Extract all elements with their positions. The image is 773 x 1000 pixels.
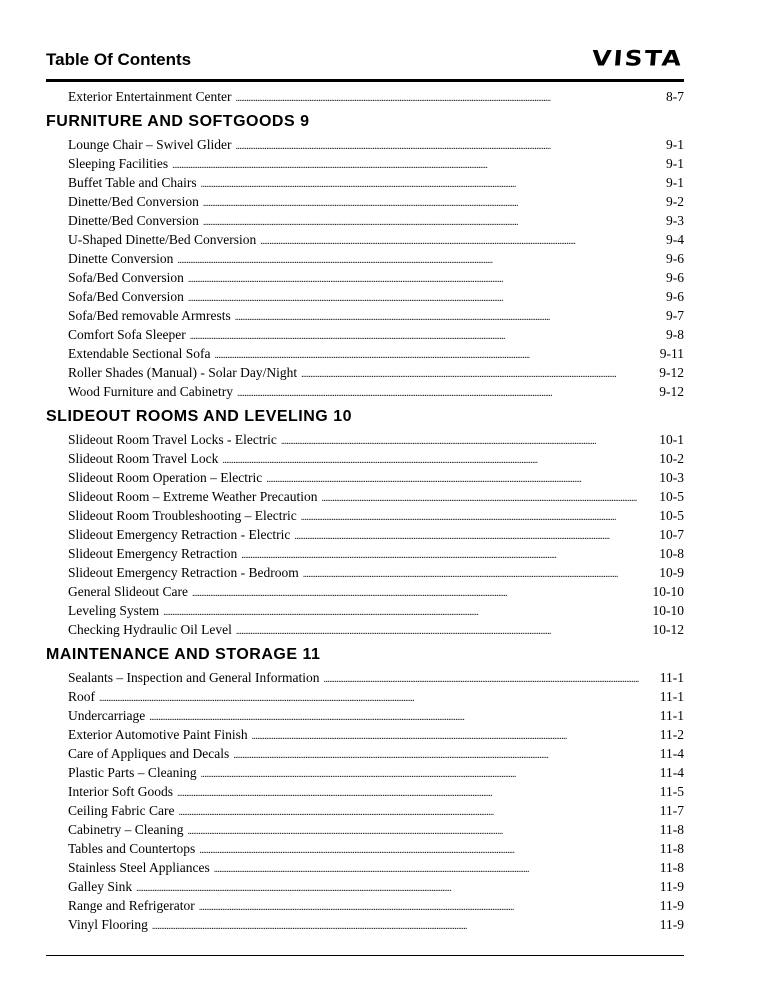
toc-entry-page: 10-10 (652, 584, 684, 599)
toc-entry-title: Dinette/Bed Conversion (68, 213, 199, 228)
toc-entry[interactable] (68, 582, 684, 601)
page-title: Table Of Contents (46, 50, 192, 69)
toc-entry-page: 9-12 (659, 384, 684, 399)
toc-entry[interactable] (68, 601, 684, 620)
toc-entry[interactable] (68, 706, 684, 725)
toc-entry-page: 10-9 (659, 565, 684, 580)
dot-leader (199, 841, 657, 860)
dot-leader (301, 365, 657, 384)
section-heading: MAINTENANCE AND STORAGE 11 (46, 646, 321, 663)
toc-entry-title: Sealants – Inspection and General Information (68, 670, 320, 685)
toc-entry-title: Lounge Chair – Swivel Glider (68, 137, 232, 152)
dot-leader (187, 822, 657, 841)
dot-leader (260, 232, 664, 251)
toc-entry[interactable] (68, 525, 684, 544)
toc-entry[interactable] (68, 192, 684, 211)
toc-entry-page: 11-8 (659, 860, 684, 875)
dot-leader (236, 622, 651, 641)
toc-entry[interactable] (68, 268, 684, 287)
toc-entry-page: 10-8 (659, 546, 684, 561)
toc-entry-page: 11-4 (659, 746, 684, 761)
toc-entry-title: Sofa/Bed Conversion (68, 289, 184, 304)
toc-entry-title: Vinyl Flooring (68, 917, 148, 932)
dot-leader (192, 584, 651, 603)
toc-section (46, 404, 684, 639)
toc-entry[interactable] (68, 154, 684, 173)
toc-entry[interactable] (68, 344, 684, 363)
toc-entry-title: Roof (68, 689, 95, 704)
dot-leader (163, 603, 650, 622)
dot-leader (177, 251, 664, 270)
toc-entry-page: 9-12 (659, 365, 684, 380)
toc-entry-title: Checking Hydraulic Oil Level (68, 622, 232, 637)
toc-entry[interactable] (68, 801, 684, 820)
toc-entry[interactable] (68, 896, 684, 915)
toc-entry[interactable] (68, 744, 684, 763)
toc-entry-page: 10-7 (659, 527, 684, 542)
table-of-contents (46, 87, 684, 934)
toc-entry-page: 11-7 (659, 803, 684, 818)
dot-leader (294, 527, 657, 546)
toc-entry-title: Wood Furniture and Cabinetry (68, 384, 234, 399)
toc-entry-title: Dinette/Bed Conversion (68, 194, 199, 209)
toc-entry[interactable] (68, 287, 684, 306)
toc-entry[interactable] (68, 173, 684, 192)
toc-entry[interactable] (68, 839, 684, 858)
toc-entry-title: Slideout Room Travel Locks - Electric (68, 432, 277, 447)
dot-leader (301, 508, 658, 527)
toc-entry-title: Care of Appliques and Decals (68, 746, 230, 761)
toc-entry-page: 10-2 (659, 451, 684, 466)
toc-entry-page: 11-1 (659, 708, 684, 723)
toc-entry[interactable] (68, 782, 684, 801)
dot-leader (214, 860, 658, 879)
toc-entry[interactable] (68, 382, 684, 401)
toc-entry-page: 10-5 (659, 489, 684, 504)
dot-leader (233, 746, 658, 765)
toc-entry[interactable] (68, 687, 684, 706)
toc-entry-title: Exterior Automotive Paint Finish (68, 727, 248, 742)
dot-leader (235, 137, 664, 156)
dot-leader (281, 432, 657, 451)
toc-entry[interactable] (68, 87, 684, 106)
toc-entry[interactable] (68, 668, 684, 687)
toc-entry-page: 11-1 (659, 689, 684, 704)
toc-entry-page: 10-12 (652, 622, 684, 637)
toc-entry-title: General Slideout Care (68, 584, 188, 599)
toc-entry-title: Stainless Steel Appliances (68, 860, 210, 875)
toc-entry-title: Galley Sink (68, 879, 133, 894)
dot-leader (188, 270, 664, 289)
dot-leader (235, 308, 664, 327)
toc-entry-page: 11-9 (659, 898, 684, 913)
toc-entry-page: 11-8 (659, 822, 684, 837)
toc-entry-title: Range and Refrigerator (68, 898, 195, 913)
toc-entry-page: 11-5 (659, 784, 684, 799)
dot-leader (136, 879, 658, 898)
toc-entry-title: Sofa/Bed Conversion (68, 270, 184, 285)
toc-section (46, 642, 684, 934)
toc-entry[interactable] (68, 487, 684, 506)
toc-entry-page: 9-8 (666, 327, 684, 342)
toc-entry-page: 11-9 (659, 879, 684, 894)
dot-leader (203, 194, 664, 213)
toc-entry-page: 9-6 (666, 251, 684, 266)
dot-leader (177, 784, 658, 803)
toc-entry-title: Leveling System (68, 603, 160, 618)
dot-leader (203, 213, 664, 232)
toc-section (46, 109, 684, 401)
toc-entry-title: Undercarriage (68, 708, 146, 723)
toc-entry-title: Interior Soft Goods (68, 784, 173, 799)
toc-entry[interactable] (68, 325, 684, 344)
toc-entry-page: 8-7 (666, 89, 684, 104)
toc-entry-title: Ceiling Fabric Care (68, 803, 175, 818)
toc-entry-page: 11-2 (659, 727, 684, 742)
toc-entry-page: 9-6 (666, 270, 684, 285)
dot-leader (303, 565, 658, 584)
toc-entry[interactable] (68, 449, 684, 468)
dot-leader (222, 451, 657, 470)
toc-entry-title: Tables and Countertops (68, 841, 196, 856)
section-heading: SLIDEOUT ROOMS AND LEVELING 10 (46, 408, 352, 425)
toc-entry-title: Slideout Emergency Retraction - Bedroom (68, 565, 299, 580)
toc-entry[interactable] (68, 468, 684, 487)
dot-leader (321, 489, 657, 508)
toc-entry[interactable] (68, 430, 684, 449)
toc-entry[interactable] (68, 230, 684, 249)
toc-entry-page: 9-1 (666, 137, 684, 152)
toc-entry-page: 10-10 (652, 603, 684, 618)
dot-leader (266, 470, 657, 489)
toc-entry-page: 9-11 (659, 346, 684, 361)
toc-entry[interactable] (68, 363, 684, 382)
dot-leader (201, 765, 658, 784)
toc-entry[interactable] (68, 544, 684, 563)
toc-entry-title: Plastic Parts – Cleaning (68, 765, 197, 780)
toc-entry-title: Slideout Room Travel Lock (68, 451, 219, 466)
toc-entry[interactable] (68, 915, 684, 934)
toc-entry-title: U-Shaped Dinette/Bed Conversion (68, 232, 257, 247)
dot-leader (172, 156, 664, 175)
toc-entry[interactable] (68, 620, 684, 639)
toc-entry-page: 11-8 (659, 841, 684, 856)
toc-entry[interactable] (68, 858, 684, 877)
toc-entry-page: 9-6 (666, 289, 684, 304)
dot-leader (252, 727, 658, 746)
toc-entry-title: Dinette Conversion (68, 251, 174, 266)
toc-entry[interactable] (68, 725, 684, 744)
dot-leader (188, 289, 664, 308)
dot-leader (201, 175, 664, 194)
page-header (46, 44, 684, 78)
toc-entry-title: Roller Shades (Manual) - Solar Day/Night (68, 365, 298, 380)
toc-entry-page: 11-9 (659, 917, 684, 932)
toc-entry-page: 10-1 (659, 432, 684, 447)
toc-entry-title: Slideout Emergency Retraction - Electric (68, 527, 291, 542)
dot-leader (99, 689, 658, 708)
toc-entry-title: Extendable Sectional Sofa (68, 346, 211, 361)
dot-leader (152, 917, 658, 936)
toc-entry-title: Buffet Table and Chairs (68, 175, 197, 190)
toc-entry-title: Sofa/Bed removable Armrests (68, 308, 231, 323)
vista-logo: VISTA (590, 46, 684, 71)
toc-entry-page: 11-4 (659, 765, 684, 780)
dot-leader (324, 670, 658, 689)
toc-entry[interactable] (68, 820, 684, 839)
dot-leader (241, 546, 657, 565)
toc-entry-title: Slideout Emergency Retraction (68, 546, 238, 561)
toc-entry[interactable] (68, 249, 684, 268)
toc-entry-page: 9-1 (666, 175, 684, 190)
toc-entry-title: Comfort Sofa Sleeper (68, 327, 186, 342)
toc-entry[interactable] (68, 211, 684, 230)
toc-entry[interactable] (68, 563, 684, 582)
toc-entry[interactable] (68, 306, 684, 325)
toc-entry-title: Cabinetry – Cleaning (68, 822, 184, 837)
toc-entry[interactable] (68, 763, 684, 782)
toc-entry-page: 9-4 (666, 232, 684, 247)
toc-entry-page: 9-1 (666, 156, 684, 171)
toc-entry-title: Slideout Room – Extreme Weather Precaution (68, 489, 318, 504)
toc-entry-page: 9-3 (666, 213, 684, 228)
toc-entry-page: 10-5 (659, 508, 684, 523)
toc-entry-title: Sleeping Facilities (68, 156, 169, 171)
toc-entry[interactable] (68, 877, 684, 896)
dot-leader (190, 327, 664, 346)
dot-leader (237, 384, 657, 403)
toc-entry[interactable] (68, 135, 684, 154)
dot-leader (178, 803, 657, 822)
toc-entry-page: 9-7 (666, 308, 684, 323)
toc-entry[interactable] (68, 506, 684, 525)
dot-leader (199, 898, 658, 917)
header-divider (46, 79, 684, 82)
toc-entry-title: Slideout Room Troubleshooting – Electric (68, 508, 297, 523)
toc-entry-page: 11-1 (659, 670, 684, 685)
toc-entry-page: 10-3 (659, 470, 684, 485)
dot-leader (235, 89, 664, 108)
toc-entry-title: Exterior Entertainment Center (68, 89, 232, 104)
toc-entry-page: 9-2 (666, 194, 684, 209)
section-heading: FURNITURE AND SOFTGOODS 9 (46, 113, 310, 130)
toc-entry-title: Slideout Room Operation – Electric (68, 470, 263, 485)
footer-divider (46, 955, 684, 956)
